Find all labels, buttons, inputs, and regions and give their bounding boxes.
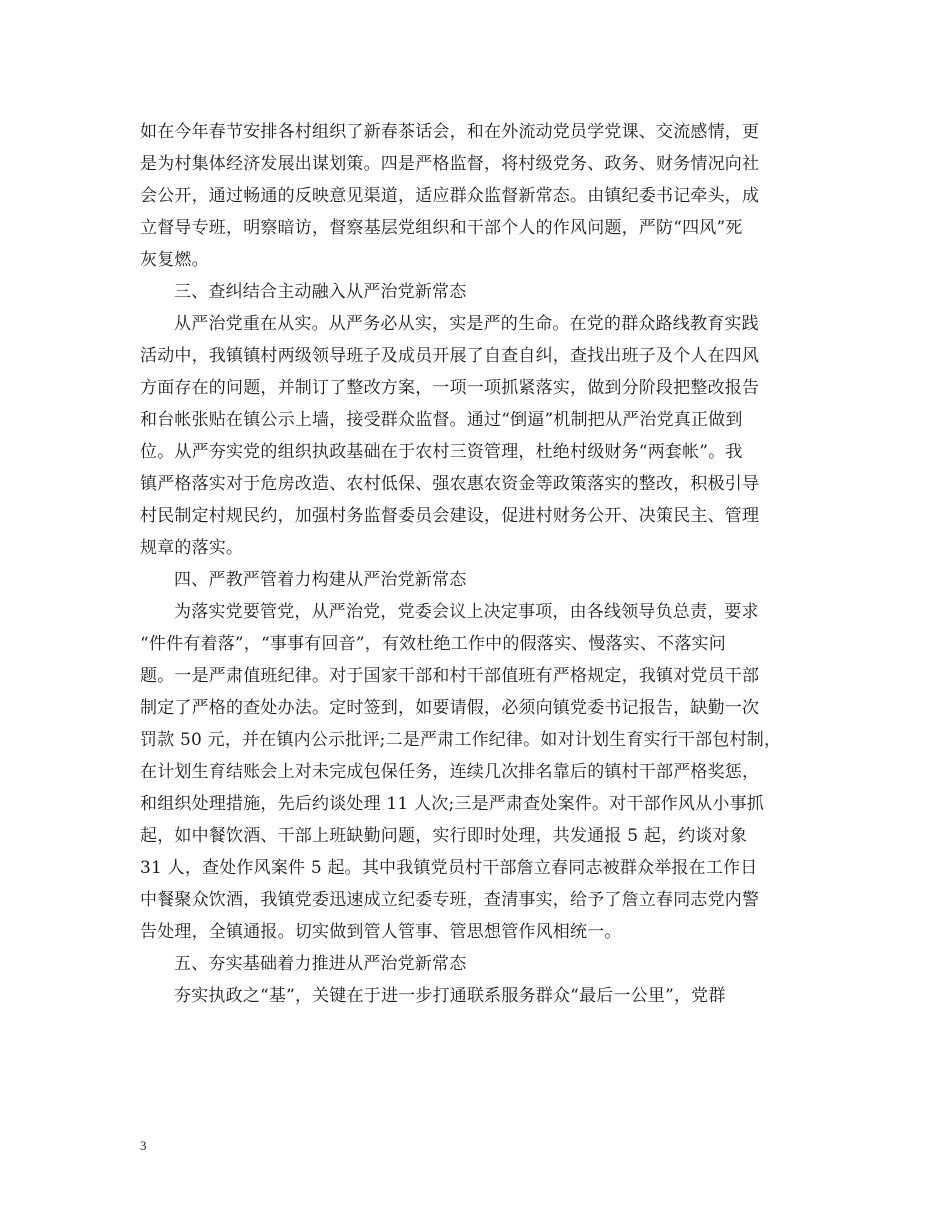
text-line: 31 人，查处作风案件 5 起。其中我镇党员村干部詹立春同志被群众举报在工作日 <box>140 858 758 878</box>
page-number: 3 <box>140 1138 147 1153</box>
paragraph-first-line: 从严治党重在从实。从严务必从实，实是严的生命。在党的群众路线教育实践 <box>174 314 759 334</box>
text-line: 制定了严格的查处办法。定时签到，如要请假，必须向镇党委书记报告，缺勤一次 <box>140 698 760 718</box>
text-line: 如在今年春节安排各村组织了新春茶话会，和在外流动党员学党课、交流感情，更 <box>140 122 760 142</box>
paragraph-first-line: 四、严教严管着力构建从严治党新常态 <box>174 570 467 590</box>
text-line: 和组织处理措施，先后约谈处理 11 人次;三是严肃查处案件。对干部作风从小事抓 <box>140 794 764 814</box>
text-line: 灰复燃。 <box>140 250 209 270</box>
text-line: 方面存在的问题，并制订了整改方案，一项一项抓紧落实，做到分阶段把整改报告 <box>140 378 760 398</box>
paragraph-first-line: 三、查纠结合主动融入从严治党新常态 <box>174 282 467 302</box>
text-line: 立督导专班，明察暗访，督察基层党组织和干部个人的作风问题，严防“四风”死 <box>140 218 743 238</box>
text-line: “件件有着落”，“事事有回音”，有效杜绝工作中的假落实、慢落实、不落实问 <box>140 634 726 654</box>
text-line: 题。一是严肃值班纪律。对于国家干部和村干部值班有严格规定，我镇对党员干部 <box>140 666 760 686</box>
text-line: 罚款 50 元，并在镇内公示批评;二是严肃工作纪律。如对计划生育实行干部包村制， <box>140 730 782 750</box>
text-line: 在计划生育结账会上对未完成包保任务，连续几次排名靠后的镇村干部严格奖惩， <box>140 762 760 782</box>
text-line: 位。从严夯实党的组织执政基础在于农村三资管理，杜绝村级财务“两套帐”。我 <box>140 442 743 462</box>
paragraph-first-line: 夯实执政之“基”，关键在于进一步打通联系服务群众“最后一公里”，党群 <box>174 986 726 1006</box>
text-line: 中餐聚众饮酒，我镇党委迅速成立纪委专班，查清事实，给予了詹立春同志党内警 <box>140 890 760 910</box>
text-line: 起，如中餐饮酒、干部上班缺勤问题，实行即时处理，共发通报 5 起，约谈对象 <box>140 826 748 846</box>
text-line: 和台帐张贴在镇公示上墙，接受群众监督。通过“倒逼”机制把从严治党真正做到 <box>140 410 743 430</box>
paragraph-first-line: 五、夯实基础着力推进从严治党新常态 <box>174 954 467 974</box>
text-line: 告处理，全镇通报。切实做到管人管事、管思想管作风相统一。 <box>140 922 622 942</box>
text-line: 村民制定村规民约，加强村务监督委员会建设，促进村财务公开、决策民主、管理 <box>140 506 760 526</box>
body-text <box>140 116 812 1012</box>
text-line: 是为村集体经济发展出谋划策。四是严格监督，将村级党务、政务、财务情况向社 <box>140 154 760 174</box>
paragraph-first-line: 为落实党要管党，从严治党，党委会议上决定事项，由各线领导负总责，要求 <box>174 602 759 622</box>
text-line: 活动中，我镇镇村两级领导班子及成员开展了自查自纠，查找出班子及个人在四风 <box>140 346 760 366</box>
text-line: 规章的落实。 <box>140 538 244 558</box>
text-line: 镇严格落实对于危房改造、农村低保、强农惠农资金等政策落实的整改，积极引导 <box>140 474 760 494</box>
text-line: 会公开，通过畅通的反映意见渠道，适应群众监督新常态。由镇纪委书记牵头，成 <box>140 186 760 206</box>
